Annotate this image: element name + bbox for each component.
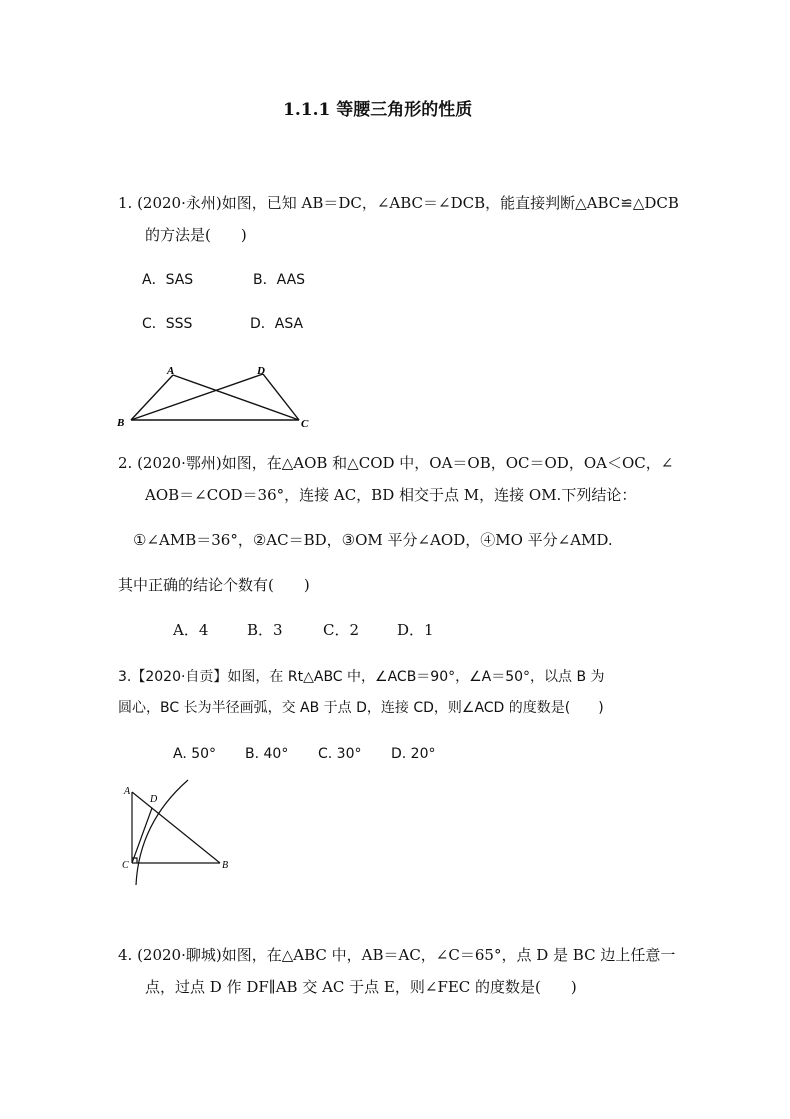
- question-1-option-d: D．ASA: [250, 316, 304, 332]
- question-1-option-a: A．SAS: [142, 272, 194, 288]
- question-2-line-3: ①∠AMB＝36°，②AC＝BD，③OM 平分∠AOD，④MO 平分∠AMD.: [133, 531, 613, 549]
- point-c-label: C: [301, 418, 309, 430]
- question-2-option-c: C．2: [323, 621, 360, 639]
- question-4-line-2: 点，过点 D 作 DF∥AB 交 AC 于点 E，则∠FEC 的度数是( ): [145, 978, 577, 996]
- question-3-option-b: B. 40°: [245, 746, 289, 762]
- point-a-label: A: [167, 365, 175, 377]
- page-title: 1.1.1 等腰三角形的性质: [283, 100, 473, 120]
- question-2-option-b: B．3: [247, 621, 283, 639]
- point-d-label: D: [150, 794, 158, 805]
- question-3-line-1: 3.【2020·自贡】如图，在 Rt△ABC 中，∠ACB＝90°，∠A＝50°，以点 B 为: [118, 669, 605, 685]
- segment-bd: [131, 374, 263, 420]
- point-b-label: B: [117, 417, 125, 429]
- question-2-line-1: 2. (2020·鄂州)如图，在△AOB 和△COD 中，OA＝OB，OC＝OD，OA＜OC，∠: [118, 454, 674, 472]
- point-a-label: A: [124, 786, 131, 797]
- point-d-label: D: [257, 365, 265, 377]
- question-2-option-a: A．4: [173, 621, 209, 639]
- question-4-line-1: 4. (2020·聊城)如图，在△ABC 中，AB＝AC，∠C＝65°，点 D 是 BC 边上任意一: [118, 946, 676, 964]
- question-2-option-d: D．1: [397, 621, 434, 639]
- question-1-option-b: B．AAS: [253, 272, 306, 288]
- question-3-option-d: D. 20°: [391, 746, 436, 762]
- question-3-option-a: A. 50°: [173, 746, 217, 762]
- segment-cd: [132, 808, 152, 863]
- question-3-option-c: C. 30°: [318, 746, 362, 762]
- point-b-label: B: [222, 860, 229, 871]
- segment-ac: [173, 375, 299, 420]
- point-c-label: C: [122, 860, 129, 871]
- question-1-figure: [110, 362, 320, 432]
- question-2-line-4: 其中正确的结论个数有( ): [118, 576, 310, 594]
- question-3-figure: [115, 778, 245, 888]
- arc-from-b: [136, 780, 188, 885]
- question-1-option-c: C．SSS: [142, 316, 193, 332]
- question-1-line-2: 的方法是( ): [145, 226, 247, 244]
- question-1-line-1: 1. (2020·永州)如图，已知 AB＝DC，∠ABC＝∠DCB，能直接判断△ABC≌△DCB: [118, 194, 679, 212]
- question-3-line-2: 圆心，BC 长为半径画弧，交 AB 于点 D，连接 CD，则∠ACD 的度数是( ): [118, 700, 604, 716]
- question-2-line-2: AOB＝∠COD＝36°，连接 AC，BD 相交于点 M，连接 OM.下列结论：: [145, 486, 637, 504]
